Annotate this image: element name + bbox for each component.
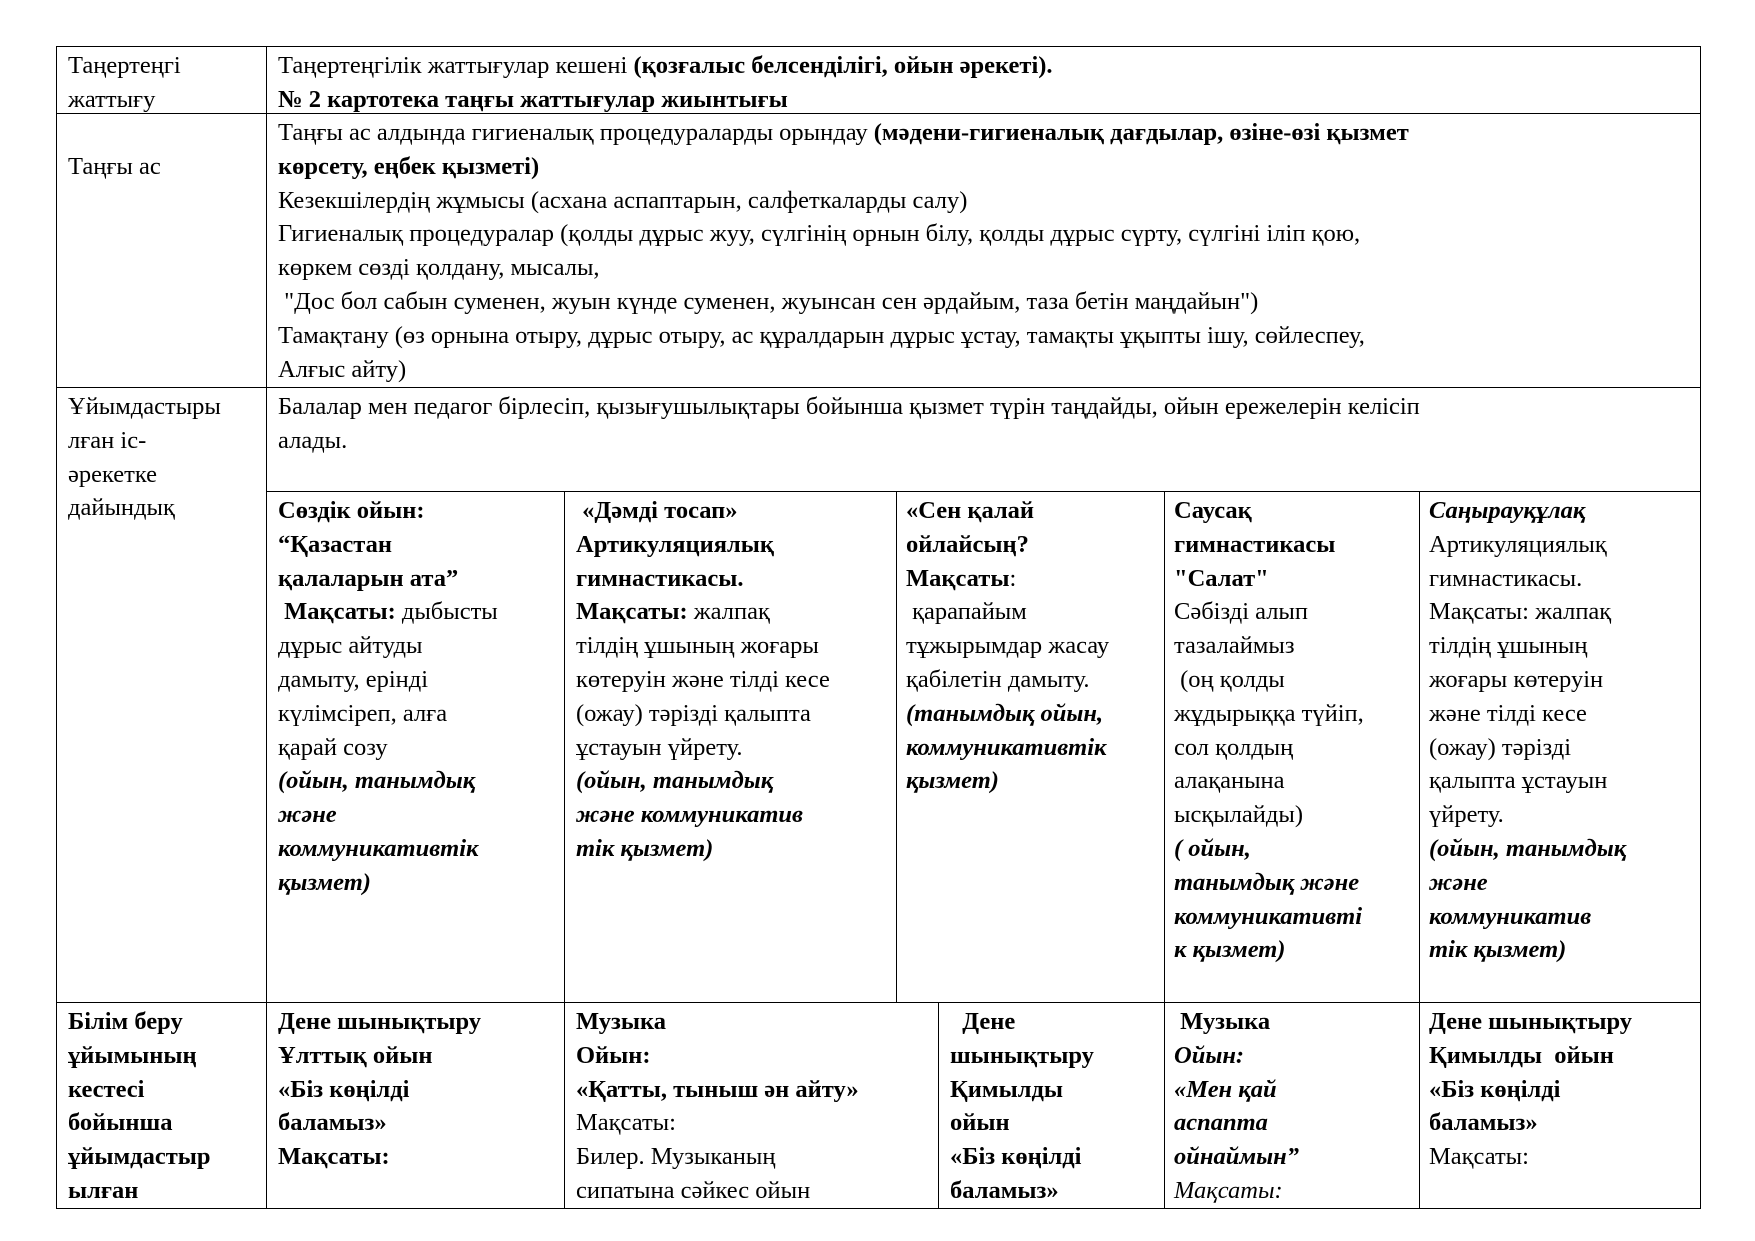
divider (1164, 491, 1165, 1209)
text: Таңертеңгілік жаттығулар кешені (278, 52, 634, 79)
text-line: жоғары көтеруін (1429, 665, 1604, 693)
content-line: алады. (278, 426, 348, 454)
text-bold: (мәдени-гигиеналық дағдылар, өзіне-өзі қызмет (873, 119, 1409, 146)
text-line: Музыка (1174, 1008, 1271, 1035)
text-line: қабілетін дамыту. (906, 665, 1090, 693)
text-line: сол қолдың (1174, 733, 1294, 761)
activity-type-line: және (278, 801, 337, 829)
goal-label: Мақсаты: (576, 598, 688, 626)
activity-type-line: және коммуникатив (576, 801, 803, 829)
text-line: баламыз» (278, 1109, 387, 1137)
schedule-physical-ed-1 (268, 1005, 564, 1208)
text-line: Мақсаты: (1429, 1143, 1529, 1171)
title-line: «Сен қалай (906, 497, 1035, 524)
text-line: ысқылайды) (1174, 801, 1303, 829)
label-line: Таңғы ас (68, 153, 161, 180)
text-line: алақанына (1174, 767, 1285, 795)
text-line: қарапайым (906, 598, 1027, 626)
text-line: «Мен қай (1174, 1075, 1277, 1103)
text-bold: (қозғалыс белсенділігі, ойын әрекеті). (633, 52, 1053, 79)
goal-line (576, 595, 886, 629)
activity-how-do-you-think (898, 494, 1164, 1002)
goal-line (278, 595, 554, 629)
text-line: баламыз» (1429, 1109, 1538, 1137)
text-line: қарай созу (278, 733, 388, 761)
title-line: гимнастикасы (1174, 530, 1336, 558)
activity-type-line: қызмет) (906, 767, 999, 795)
title-line: «Дәмді тосап» (576, 497, 738, 524)
text-line: гимнастикасы. (1429, 564, 1583, 592)
content-line: Кезекшілердің жұмысы (асхана аспаптарын, салфеткаларды салу) (278, 186, 968, 214)
activity-type-line: (ойын, танымдық (278, 767, 476, 795)
title-line: гимнастикасы. (576, 564, 744, 592)
text-line: тазалаймыз (1174, 632, 1295, 660)
text-line: үйрету. (1429, 801, 1504, 829)
title-line: ойлайсың? (906, 530, 1029, 558)
title-line: “Қазастан (278, 530, 392, 558)
label-line: бойынша (68, 1109, 173, 1137)
activity-type-line: ( ойын, (1174, 834, 1251, 862)
text-line: жұдырыққа түйіп, (1174, 699, 1364, 727)
divider (1419, 491, 1420, 1209)
text-line: көтеруін және тілді кесе (576, 665, 830, 693)
text: : (1009, 564, 1017, 592)
schedule-music-1 (566, 1005, 938, 1208)
label-line: дайындық (68, 494, 175, 522)
text-line: Ойын: (1174, 1041, 1245, 1069)
title-line: Сөздік ойын: (278, 497, 425, 524)
text: дыбысты (395, 598, 498, 626)
text-line: қалыпта ұстауын (1429, 767, 1608, 795)
row-label-organized-prep (58, 390, 266, 530)
text-line: «Біз көңілді (1429, 1075, 1561, 1103)
divider (56, 387, 1701, 388)
content-line-bold: № 2 картотека таңғы жаттығулар жиынтығы (278, 85, 788, 113)
text: жалпақ (687, 598, 770, 626)
text-line: Қимылды (950, 1075, 1063, 1103)
schedule-physical-ed-2 (940, 1005, 1164, 1208)
text-line: Артикуляциялық (1429, 530, 1607, 558)
divider (56, 113, 1701, 114)
title-line: Саусақ (1174, 497, 1252, 524)
text-line: аспапта (1174, 1109, 1268, 1137)
activity-type-line: қызмет) (278, 868, 371, 896)
content-line: Тамақтану (өз орнына отыру, дұрыс отыру, ас құралдарын дұрыс ұстау, тамақты ұқыпты ішу, сөйлеспеу, (278, 321, 1365, 349)
divider (564, 1002, 565, 1209)
activity-type-line: тік қызмет) (576, 834, 714, 862)
content-line: Алғыс айту) (278, 355, 407, 383)
text-line: «Қатты, тыныш ән айту» (576, 1075, 859, 1103)
activity-type-line: тік қызмет) (1429, 936, 1567, 964)
text-line: Дене (950, 1008, 1016, 1035)
goal-line (906, 562, 1156, 596)
goal-label: Мақсаты (906, 564, 1010, 592)
text-line: Дене шынықтыру (1429, 1008, 1633, 1035)
content-line: Гигиеналық процедуралар (қолды дұрыс жуу, сүлгінің орнын білу, қолды дұрыс сүрту, сүлгіні іліп қою, (278, 220, 1361, 248)
text-line: Ұлттық ойын (278, 1041, 433, 1069)
schedule-music-2 (1166, 1005, 1419, 1208)
text-line: (ожау) тәрізді (1429, 733, 1572, 761)
title-line: қалаларын ата” (278, 564, 459, 592)
text-line: сипатына сәйкес ойын (576, 1176, 811, 1204)
row-label-breakfast (58, 150, 266, 190)
content-line (278, 49, 1690, 83)
text-line: ұстауын үйрету. (576, 733, 743, 761)
text-line: Музыка (576, 1008, 667, 1035)
text-line: (оң қолды (1174, 665, 1285, 693)
text-line: тілдің ұшының (1429, 632, 1588, 660)
text-line: баламыз» (950, 1176, 1059, 1204)
activity-type-line: к қызмет) (1174, 936, 1286, 964)
activity-type-line: (ойын, танымдық (576, 767, 774, 795)
row-label-schedule (58, 1005, 266, 1208)
title-line: "Салат" (1174, 564, 1269, 592)
text-line: «Біз көңілді (278, 1075, 410, 1103)
content-line: "Дос бол сабын суменен, жуын күнде суменен, жуынсан сен әрдайым, таза бетін маңдайын") (278, 287, 1259, 315)
title-line: Саңырауқұлақ (1429, 497, 1586, 524)
text-line: Мақсаты: жалпақ (1429, 598, 1612, 626)
activity-type-line: танымдық және (1174, 868, 1360, 896)
activity-finger-gymnastics (1166, 494, 1419, 1002)
text-line: Мақсаты: (576, 1109, 676, 1137)
activity-mushroom (1421, 494, 1700, 1002)
divider (896, 491, 897, 1002)
morning-exercise-content (268, 49, 1700, 113)
organized-prep-intro (268, 390, 1700, 490)
activity-tasty-jam (566, 494, 896, 1002)
label-line: ұйымының (68, 1041, 197, 1069)
activity-type-line: коммуникативтік (906, 733, 1107, 761)
content-line: көркем сөзді қолдану, мысалы, (278, 254, 600, 282)
divider (564, 491, 565, 1002)
content-line: Балалар мен педагог бірлесіп, қызығушылықтары бойынша қызмет түрін таңдайды, ойын ережелерін келісіп (278, 393, 1420, 420)
content-line (278, 116, 1690, 150)
activity-type-line: және (1429, 868, 1488, 896)
text-line: шынықтыру (950, 1041, 1094, 1069)
divider (56, 1002, 1701, 1003)
activity-type-line: (танымдық ойын, (906, 699, 1104, 727)
text-line: Қимылды ойын (1429, 1041, 1614, 1069)
activity-type-line: коммуникативтік (278, 834, 479, 862)
label-line: ылған (68, 1176, 139, 1204)
divider (266, 46, 267, 1209)
schedule-physical-ed-3 (1421, 1005, 1700, 1208)
activity-type-line: коммуникатив (1429, 902, 1592, 930)
text-line: Ойын: (576, 1041, 651, 1069)
text-line: Билер. Музыканың (576, 1143, 776, 1171)
text-line: күлімсіреп, алға (278, 699, 448, 727)
text-line: тұжырымдар жасау (906, 632, 1110, 660)
label-line: лған іс- (68, 426, 147, 454)
label-line: Білім беру (68, 1008, 183, 1035)
text-line: ойнаймын” (1174, 1143, 1299, 1171)
text-line: ойын (950, 1109, 1010, 1137)
text-line: «Біз көңілді (950, 1143, 1082, 1171)
divider (938, 1002, 939, 1209)
label-line: ұйымдастыр (68, 1143, 211, 1171)
text-line: (ожау) тәрізді қалыпта (576, 699, 811, 727)
label-line: кестесі (68, 1075, 145, 1103)
title-line: Артикуляциялық (576, 530, 775, 558)
text-line: Мақсаты: (1174, 1176, 1283, 1204)
text-line: Мақсаты: (278, 1143, 390, 1171)
text-line: және тілді кесе (1429, 699, 1587, 727)
text-line: дұрыс айтуды (278, 632, 423, 660)
activity-type-line: коммуникативті (1174, 902, 1363, 930)
text: Таңғы ас алдында гигиеналық процедураларды орындау (278, 119, 874, 146)
text-line: Сәбізді алып (1174, 598, 1309, 626)
label-line: жаттығу (68, 85, 156, 113)
activity-type-line: (ойын, танымдық (1429, 834, 1627, 862)
content-line-bold: көрсету, еңбек қызметі) (278, 152, 540, 180)
activity-word-game (268, 494, 564, 1002)
breakfast-content (268, 116, 1700, 387)
label-line: Таңертеңгі (68, 52, 181, 79)
text-line: тілдің ұшының жоғары (576, 632, 819, 660)
goal-label: Мақсаты: (278, 598, 396, 626)
label-line: әрекетке (68, 460, 158, 488)
text-line: дамыту, ерінді (278, 665, 429, 693)
row-label-morning-exercise (58, 49, 266, 113)
text-line: Дене шынықтыру (278, 1008, 482, 1035)
label-line: Ұйымдастыры (68, 393, 221, 420)
divider (266, 491, 1701, 492)
